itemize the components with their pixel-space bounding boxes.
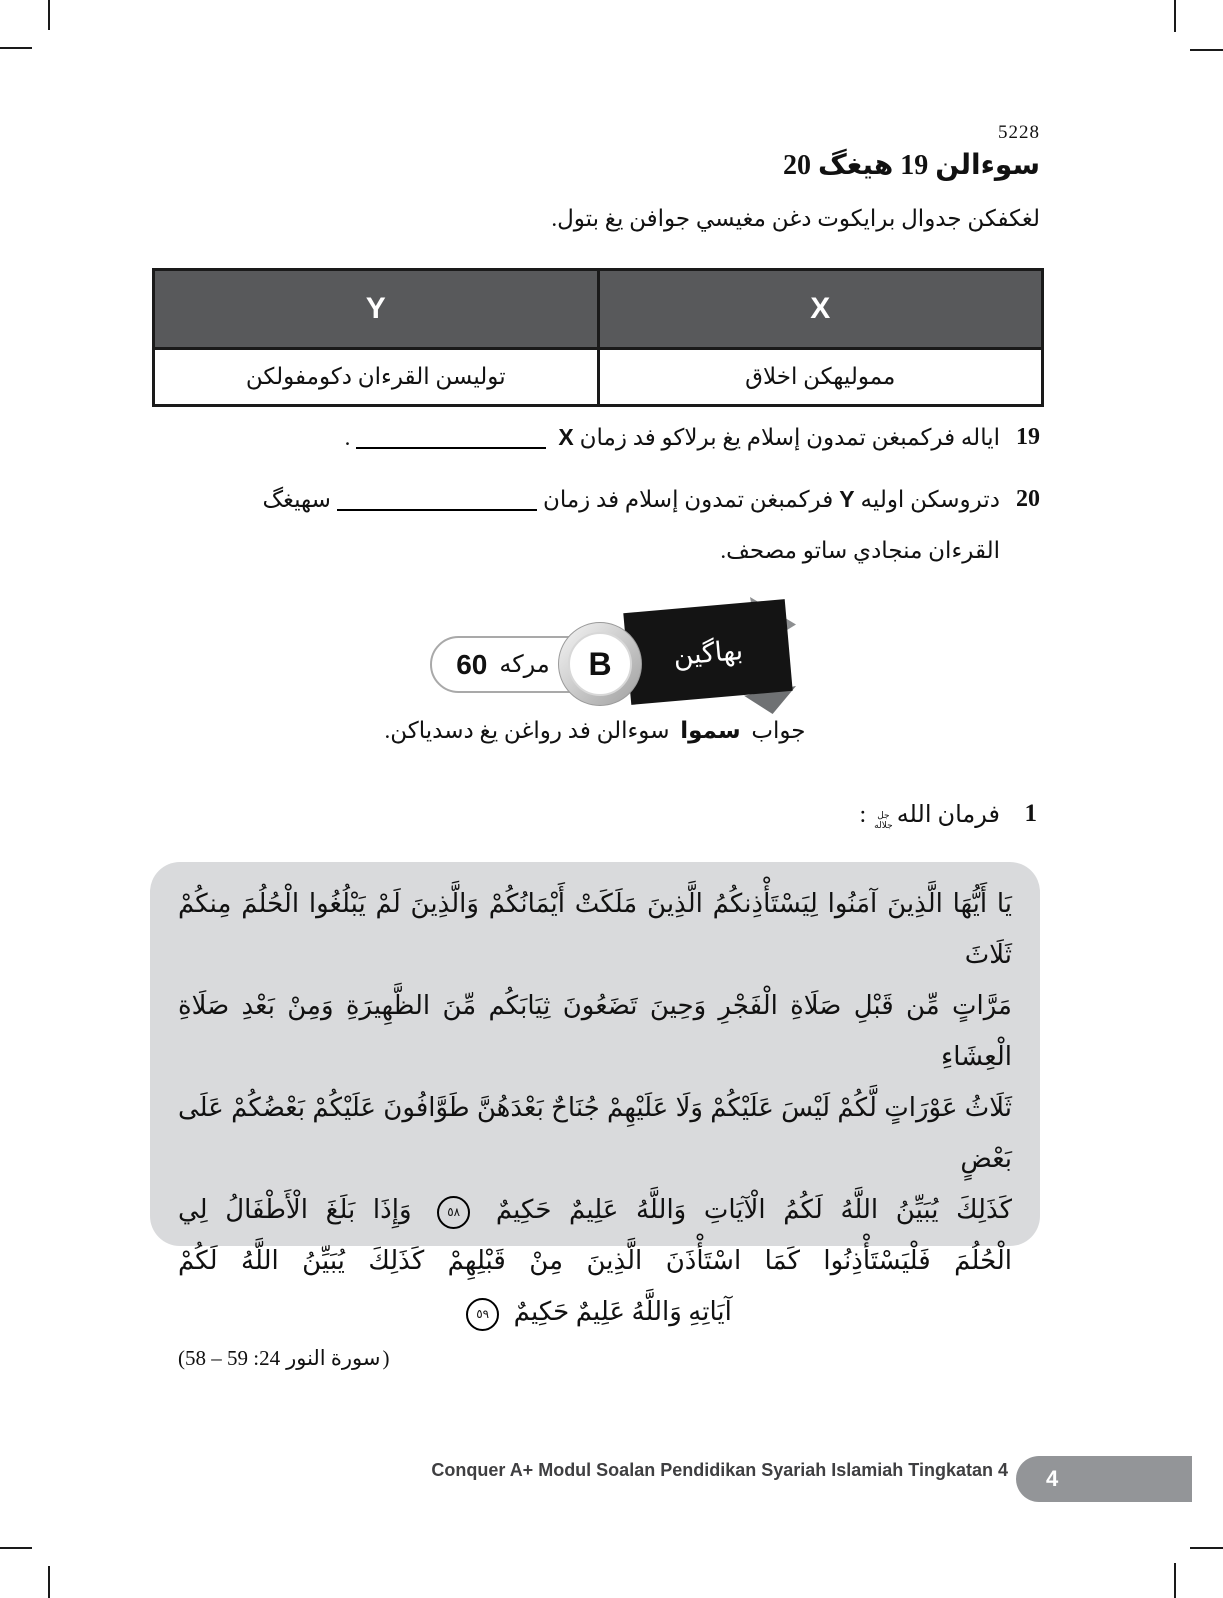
crop-mark <box>48 1566 50 1598</box>
note-prefix: جواب <box>751 718 806 743</box>
verse-line: ثَلَاثُ عَوْرَاتٍ لَّكُمْ لَيْسَ عَلَيْكُمْ وَلَا عَلَيْهِمْ جُنَاحٌ بَعْدَهُنَّ طَوَّافُونَ عَلَيْكُمْ بَعْضُكُمْ عَلَى بَعْضٍ <box>178 1093 1012 1173</box>
marks-unit: مركه <box>499 652 550 678</box>
question-19-variable: X <box>558 424 574 450</box>
verse-line: الْحُلُمَ فَلْيَسْتَأْذِنُوا كَمَا اسْتَأْذَنَ الَّذِينَ مِنْ قَبْلِهِمْ كَذَلِكَ يُبَيِّنُ اللَّهُ لَكُمْ <box>178 1246 1012 1275</box>
honorific-top: جل <box>877 811 890 821</box>
question-19 <box>345 424 1000 451</box>
honorific-bottom: جلاله <box>874 821 893 831</box>
table-header-row <box>155 271 1041 350</box>
question-20-text-mid: دتروسكن اوليه <box>860 487 1000 512</box>
question-19-period: . <box>344 425 351 450</box>
verse-segment: كَذَلِكَ يُبَيِّنُ اللَّهُ لَكُمُ الْآيَاتِ وَاللَّهُ عَلِيمٌ حَكِيمٌ <box>495 1195 1013 1224</box>
footer-title: Conquer A+ Modul Soalan Pendidikan Syariah Islamiah Tingkatan 4 <box>431 1460 1008 1480</box>
answer-table <box>152 268 1044 407</box>
verse-line <box>178 1184 1012 1235</box>
answer-blank[interactable] <box>356 427 546 449</box>
section-letter-circle <box>558 622 642 706</box>
verse-reference <box>178 1346 1012 1371</box>
ayah-59-marker: ٥٩ <box>466 1298 499 1331</box>
firman-colon: : <box>859 802 867 828</box>
crop-mark <box>0 47 32 49</box>
crop-mark <box>1174 0 1176 32</box>
verse-segment: وَإِذَا بَلَغَ الْأَطْفَالُ لِي <box>178 1195 412 1224</box>
question-20-text-before: فركمبغن تمدون إسلام فد زمان <box>542 487 834 512</box>
firman-line <box>856 800 1001 831</box>
table-cell-y <box>155 350 600 404</box>
item-1-number: 1 <box>1024 800 1037 827</box>
header-letter-y: Y <box>365 292 386 325</box>
crop-mark <box>1174 1563 1176 1598</box>
firman-text: فرمان الله <box>896 802 1000 828</box>
verse-segment: آيَاتِهِ وَاللَّهُ عَلِيمٌ حَكِيمٌ <box>513 1297 732 1326</box>
crop-mark <box>0 1547 32 1549</box>
page-number: 4 <box>1046 1466 1059 1491</box>
crop-mark <box>1190 1547 1223 1549</box>
page-title: سوءالن 19 هيغگ 20 <box>782 150 1040 181</box>
verse-reference-numbers: (58 – 59 :24 <box>178 1346 281 1370</box>
answer-note <box>150 718 1040 744</box>
instruction-text: لغكفكن جدوال برايكوت دغن مغيسي جوافن يغ بتول. <box>551 206 1040 231</box>
question-20-number: 20 <box>1016 486 1040 512</box>
table-cell-y-text: توليسن القرءان دكومفولكن <box>245 364 506 389</box>
section-flag-label: بهاگين <box>671 634 745 671</box>
header-letter-x: X <box>810 292 831 325</box>
note-suffix: سوءالن فد رواغن يغ دسدياكن. <box>384 718 670 743</box>
table-cell-x <box>600 350 1042 404</box>
verse-reference-surah: سورة النور <box>286 1346 381 1370</box>
verse-line <box>178 1286 1012 1337</box>
ayah-58-marker: ٥٨ <box>437 1196 470 1229</box>
question-20-line2: القرءان منجادي ساتو مصحف. <box>720 538 1000 563</box>
verse-line: مَرَّاتٍ مِّن قَبْلِ صَلَاةِ الْفَجْرِ وَحِينَ تَضَعُونَ ثِيَابَكُم مِّنَ الظَّهِيرَةِ وَمِنْ بَعْدِ صَلَاةِ الْعِشَاءِ <box>178 991 1012 1071</box>
page-number-tab <box>1016 1456 1192 1502</box>
note-bold-word: سموا <box>680 718 741 743</box>
table-header-cell-y <box>155 271 600 347</box>
table-header-cell-x <box>600 271 1042 347</box>
crop-mark <box>48 0 50 30</box>
section-letter: B <box>588 645 612 682</box>
honorific-symbol <box>874 811 893 831</box>
section-flag <box>623 599 792 705</box>
marks-value: 60 <box>456 648 488 680</box>
answer-blank[interactable] <box>337 489 537 511</box>
question-20-variable: Y <box>839 486 855 512</box>
table-cell-x-text: مموليهكن اخلاق <box>745 364 896 389</box>
crop-mark <box>1190 49 1223 51</box>
verse-reference-close: ) <box>382 1346 390 1370</box>
question-19-text: اياله فركمبغن تمدون إسلام يغ برلاكو فد زمان <box>579 425 1000 450</box>
question-20-after-blank: سهيغگ <box>262 487 331 512</box>
section-letter-inner-circle <box>568 632 632 696</box>
verse-line: يَا أَيُّهَا الَّذِينَ آمَنُوا لِيَسْتَأْذِنكُمُ الَّذِينَ مَلَكَتْ أَيْمَانُكُمْ وَالَّذِينَ لَمْ يَبْلُغُوا الْحُلُمَ مِنكُمْ ثَلَاثَ <box>178 889 1012 969</box>
quran-verse-box <box>150 862 1040 1370</box>
document-code: 5228 <box>998 122 1040 143</box>
question-20 <box>262 486 1000 513</box>
question-19-number: 19 <box>1016 424 1040 450</box>
table-row <box>155 350 1041 404</box>
